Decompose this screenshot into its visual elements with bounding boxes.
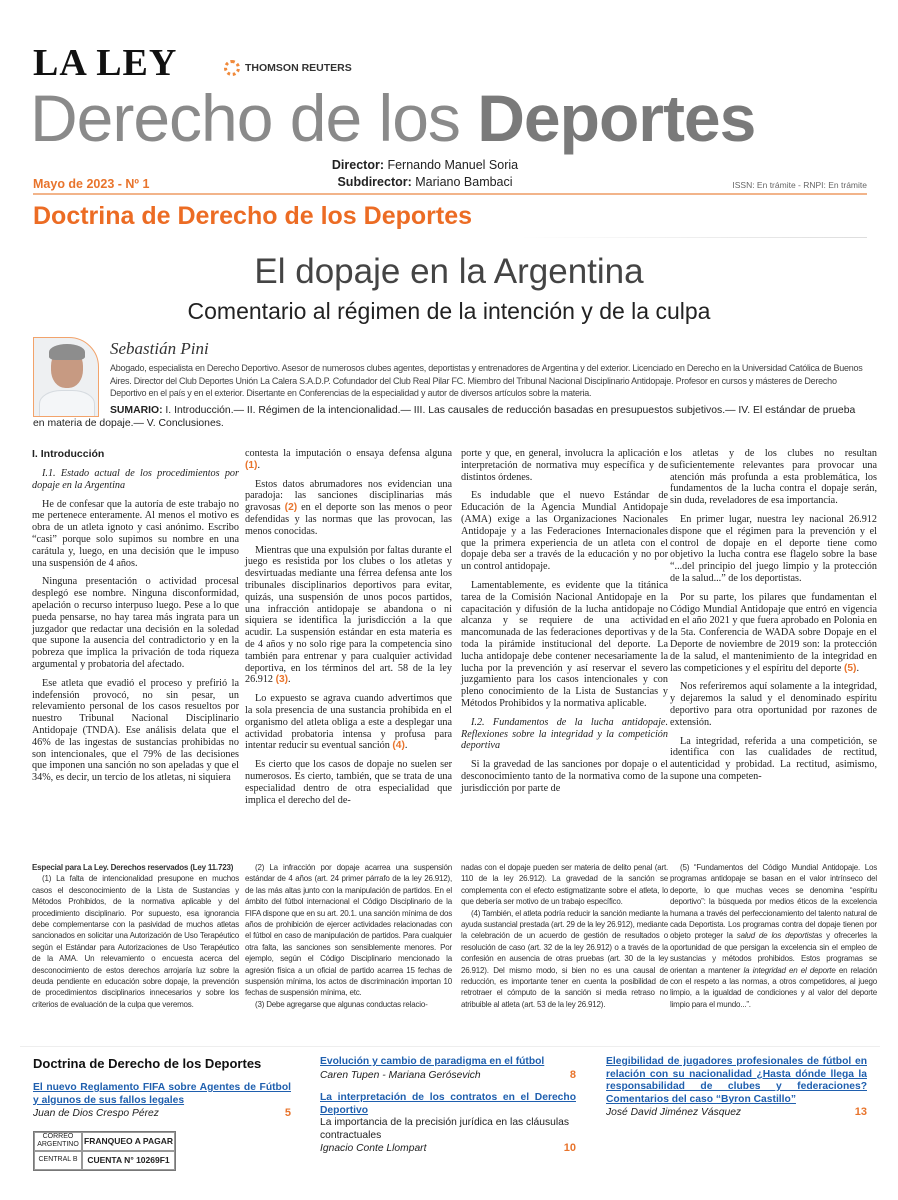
footnote-ref[interactable]: (5): [843, 662, 857, 674]
section-heading: I. Introducción: [32, 448, 105, 460]
body-column: [670, 448, 877, 790]
footnote-ref[interactable]: (3): [275, 674, 289, 686]
paragraph: Lamentablemente, es evidente que la titánica tarea de la Comisión Nacional Antidopaje en la capacitación y difusión de la lucha antidopaje no alcanza y se requiere de una actividad mancomunada de las federaciones deportivas y de toda la pirámide institucional del deporte. La lucha antidopaje debe contener necesariamente la lucha por la prevención y así reservar el severo juzgamiento para los casos intencionales y con pleno conocimiento de la Lista de Sustancias y Métodos Prohibidos y la normativa aplicable.: [461, 579, 668, 709]
article-title: El dopaje en la Argentina: [254, 252, 644, 291]
author-bio: Abogado, especialista en Derecho Deportivo. Asesor de numerosos clubes agentes, deportistas y entrenadores de Argentina y del exterior. Licenciado en Derecho en la Universidad Católica de Buenos Aires. Director del Club Deportes Unión La Calera S.A.D.P. Cofundador del Club Real Pilar FC. Miembro del Tribunal Nacional Disciplinario Antidopaje. Profesor en cursos y másteres de Derecho Deportivo en el país y en el exterior. Disertante en Conferencias de la especialidad y autor de diversos artículos sobre la materia.: [110, 363, 863, 398]
director-label: Director:: [331, 158, 384, 172]
subsection-heading: I.1. Estado actual de los procedimientos por dopaje en la Argentina: [32, 468, 239, 491]
la-ley-logo: LA LEY: [33, 42, 178, 84]
paragraph: He de confesar que la autoría de este trabajo no me pertenece enteramente. Al menos el motivo es obra de un atleta ignoto y casi anónimo. Escribo “casi” porque solo supimos su nombre en una carátula y, luego, en una decisión que le impuso una suspensión de 4 años.: [32, 498, 239, 569]
paragraph: Es cierto que los casos de dopaje no suelen ser numerosos. Es cierto, también, que se trata de una especialidad dentro de otra especialidad que implica el derecho del de-: [245, 759, 452, 806]
toc-link[interactable]: Evolución y cambio de paradigma en el fútbol: [320, 1056, 545, 1067]
thomson-reuters-logo: [224, 60, 352, 76]
thomson-reuters-icon: [224, 60, 240, 76]
section-heading: Especial para La Ley. Derechos reservados (Ley 11.723): [32, 863, 234, 872]
postal-box: [33, 1131, 176, 1171]
postal-central: CENTRAL B: [34, 1151, 82, 1170]
toc-author: Juan de Dios Crespo Pérez: [33, 1108, 159, 1119]
postal-correo: CORREO ARGENTINO: [34, 1132, 82, 1151]
paragraph: (2) La infracción por dopaje acarrea una suspensión estándar de 4 años (art. 24 primer párrafo de la ley 26.912), de las más altas junto con la manipulación de partidos. En el ámbito del fútbol internacional el Código Disciplinario de la FIFA dispone que en su art. 20.1. una sanción mínima de dos años de prohibición de ejercer actividades relacionadas con el fútbol en caso de manipulación de partidos. Para cualquier otra falta, las sanciones son sensiblemente menores. Por ejemplo, según el Código Disciplinario mencionado la agresión física a un oficial de partido acarrea 15 fechas de suspensión mínima, los actos de discriminación importan 10 fechas de suspensión mínima, etc.: [245, 863, 452, 998]
toc-author: José David Jiménez Vásquez: [606, 1107, 742, 1118]
toc-column: [320, 1056, 576, 1166]
paragraph: Ese atleta que evadió el proceso y prefirió la indefensión provocó, no sin pesar, un relevamiento personal de los casos resueltos por nuestro Tribunal Nacional Disciplinario Antidopaje (TNDA). Ese análisis delata que el 46% de las ingestas de sustancias prohibidas no son intencionales, que el 79% de las decisiones que imponen una sanción no son apeladas y que el 34%, es decir, un tercio de los atletas, ni siquiera: [32, 677, 239, 784]
paragraph: porte y que, en general, involucra la aplicación e interpretación de normativa muy específica y de distintos órdenes.: [461, 448, 668, 483]
toc-item: [320, 1056, 576, 1082]
toc-column: [33, 1056, 291, 1171]
paragraph: En primer lugar, nuestra ley nacional 26.912 dispone que el régimen para la prevención y el control de dopaje en el deporte tiene como objetivo la lucha contra ese flagelo sobre la base “...del principio del juego limpio y la protección de la salud...” de los deportistas.: [670, 513, 877, 584]
paragraph: (5) “Fundamentos del Código Mundial Antidopaje. Los programas antidopaje se basan en el valor intrínseco del deporte, lo que muchas veces se denomina “espíritu deportivo”: la búsqueda por medios éticos de la excelencia humana a través del perfeccionamiento del talento natural de cada Deportista. Los programas contra del dopaje tienen por objeto proteger la salud de los deportistas y ofrecerles la oportunidad de que persigan la excelencia sin el empleo de sustancias y métodos prohibidos. Estos programas se orientan a mantener la integridad en el deporte en relación con el respeto a las normas, a otros competidores, al juego limpio, a la igualdad de condiciones y al valor del deporte limpio para el mundo...”.: [670, 863, 877, 1009]
paragraph: los atletas y de los clubes no resultan suficientemente relevantes para provocar una atención más profunda a esta problemática, los fundamentos de la lucha contra el dopaje serán, sin duda, reveladores de esa importancia.: [670, 448, 877, 507]
toc-author: Ignacio Conte Llompart: [320, 1143, 427, 1154]
directors: [300, 157, 550, 191]
section-heading: Doctrina de Derecho de los Deportes: [33, 202, 473, 230]
title-bold: Deportes: [477, 81, 756, 155]
toc-item: [33, 1082, 291, 1121]
paragraph: nadas con el dopaje pueden ser materia de delito penal (art. 110 de la ley 26.912). La gravedad de la sanción se complementa con el efecto estigmatizante sobre el atleta, lo que debería ser motivo de un trabajo específico.: [461, 863, 668, 907]
italic-text: salud de los deportistas: [736, 931, 823, 941]
paragraph: (4) También, el atleta podría reducir la sanción mediante la ayuda sustancial prestada (art. 29 de la ley 26.912), mediante la celebración de un acuerdo de gestión de resultados o resolución de caso (art. 32 de la ley 26.912) o a través de la confesión en ausencia de otras pruebas (art. 30 de la ley 26.912). Del mismo modo, si bien no es una causal de reducción, es importante tener en cuenta la posibilidad de retrotraer el cómputo de la sanción si media retraso no atribuible al atleta (art. 53 de la ley 26.912).: [461, 908, 668, 1009]
body-column: [245, 448, 452, 813]
summary-label: SUMARIO:: [110, 404, 163, 416]
paragraph: contesta la imputación o ensaya defensa alguna (1).: [245, 448, 452, 471]
paragraph: Mientras que una expulsión por faltas durante el juego es resistida por los clubes o los atletas y desvirtuadas mediante una férrea defensa ante los tribunales disciplinarios deportivos para evitar, quizás, una suspensión de unos pocos partidos, una infracción antidopaje se abandona o ni siquiera se identifica la jurisdicción a la que acudir. La suspensión estándar en esta materia es de 4 años y no solo rige para la competencia sino también para entrenar y para cualquier actividad deportiva, en los términos del art. 58 de la ley 26.912 (3).: [245, 544, 452, 686]
divider: [33, 193, 867, 195]
toc-heading: Doctrina de Derecho de los Deportes: [33, 1056, 262, 1071]
toc-author: Caren Tupen - Mariana Gerósevich: [320, 1069, 481, 1081]
paragraph: Por su parte, los pilares que fundamentan el Código Mundial Antidopaje que entró en vigencia en el año 2021 y que fuera aprobado en Polonia en la 5ta. Conferencia de WADA sobre Dopaje en el Deporte de noviembre de 2019 son: la protección de la salud, el mantenimiento de la integridad en las competiciones y el espíritu del deporte (5).: [670, 591, 877, 674]
toc-column: [606, 1056, 867, 1130]
article-subtitle: Comentario al régimen de la intención y de la culpa: [187, 298, 711, 324]
summary: [33, 404, 869, 431]
divider: [520, 237, 867, 238]
toc-item: [606, 1056, 867, 1120]
subsection-heading: I.2. Fundamentos de la lucha antidopaje. Reflexiones sobre la integridad y la competición deportiva: [461, 716, 668, 752]
toc-item: [320, 1092, 576, 1156]
toc-link[interactable]: La interpretación de los contratos en el Derecho Deportivo: [320, 1092, 576, 1116]
paragraph: Lo expuesto se agrava cuando advertimos que la sola presencia de una sustancia prohibida en el organismo del atleta obliga a este a desplegar una actividad probatoria intensa y profusa para intentar reducir su eventual sanción (4).: [245, 693, 452, 752]
author-info: [33, 362, 869, 431]
subdirector-label: Subdirector:: [337, 175, 412, 189]
toc-link[interactable]: Elegibilidad de jugadores profesionales de fútbol en relación con su nacionalidad ¿Hasta dónde llega la responsabilidad de clubes y federaciones? Comentarios del caso “Byron Castillo”: [606, 1056, 867, 1105]
footnote-column: [245, 862, 452, 1010]
director-name: Fernando Manuel Soria: [387, 158, 519, 172]
body-column: [461, 448, 668, 802]
footnote-ref[interactable]: (1): [245, 459, 258, 471]
postal-franqueo: FRANQUEO A PAGAR: [82, 1132, 175, 1151]
paragraph: La integridad, referida a una competición, se identifica con las cualidades de rectitud, autenticidad y probidad. La rectitud, asimismo, supone una competen-: [670, 735, 877, 782]
paragraph: Estos datos abrumadores nos evidencian una paradoja: las sanciones disciplinarias más gravosas (2) en el deporte son las menos o peor defendidas y las normas que las provocan, las menos conocidas.: [245, 478, 452, 537]
footnote-column: [32, 862, 239, 1010]
paragraph: (1) La falta de intencionalidad presupone en muchos casos el desconocimiento de la Lista de Sustancias y Métodos Prohibidos, de la normativa aplicable y del procedimiento disciplinario. Por supuesto, esa ignorancia debe complementarse con la pasividad de muchos atletas sancionados en solicitar una Autorización de Uso Terapéutico según el Estándar para Autorizaciones de Uso Terapéutico de la AMA. Un relevamiento o encuesta acerca del desconocimiento de estos derechos arrojaría luz sobre la deuda pendiente en educación sobre dopaje, la prevención de procedimientos disciplinarios innecesarios y sobre los criterios de evaluación de la culpa que veremos.: [32, 874, 239, 1009]
toc-page: 10: [563, 1142, 576, 1154]
issue-date: Mayo de 2023 - Nº 1: [33, 177, 150, 191]
toc-page: 5: [284, 1107, 291, 1119]
paragraph: Es indudable que el nuevo Estándar de Educación de la Agencia Mundial Antidopaje (AMA) exige a las Organizaciones Nacionales Antidopaje y a las Federaciones Internacionales que la primera experiencia de un atleta con el dopaje deba ser a través de la educación y no por un control antidopaje.: [461, 490, 668, 573]
toc-page: 13: [854, 1106, 867, 1118]
paragraph: Nos referiremos aquí solamente a la integridad, y dejaremos la salud y el denominado espíritu deportivo para otra oportunidad por razones de extensión.: [670, 681, 877, 728]
paragraph: Si la gravedad de las sanciones por dopaje o el desconocimiento tanto de la normativa como de la jurisdicción por parte de: [461, 759, 668, 794]
toc-description: La importancia de la precisión jurídica en las cláusulas contractuales: [320, 1117, 569, 1141]
paragraph: (3) Debe agregarse que algunas conductas relacio-: [255, 999, 428, 1009]
author-name: Sebastián Pini: [110, 339, 209, 358]
partner-name: THOMSON REUTERS: [245, 62, 352, 74]
footnote-column: [670, 862, 877, 1010]
subdirector-name: Mariano Bambaci: [415, 175, 513, 189]
title-light: Derecho de los: [30, 81, 478, 155]
italic-text: la integridad en el deporte: [743, 965, 836, 975]
publication-title: [30, 82, 755, 154]
footnote-ref[interactable]: (4): [392, 740, 405, 752]
issn: ISSN: En trámite - RNPI: En trámite: [732, 180, 867, 190]
paragraph: Ninguna presentación o actividad procesal desplegó ese nombre. Ninguna disconformidad, apelación o recurso interpuso luego. Pese a lo que pueda pensarse, no hay tarea más ingrata para un juzgador que redactar una decisión en la soledad que supone la ausencia del contradictorio y en la pobreza que implica la privación de toda riqueza argumental y probatoria del afectado.: [32, 576, 239, 670]
postal-cuenta: CUENTA N° 10269F1: [82, 1151, 175, 1170]
summary-text: I. Introducción.— II. Régimen de la intencionalidad.— III. Las causales de reducción basadas en presupuestos subjetivos.— IV. El estándar de prueba en materia de dopaje.— V. Conclusiones.: [33, 404, 856, 429]
footnote-ref[interactable]: (2): [284, 502, 298, 514]
toc-page: 8: [569, 1068, 576, 1081]
footnote-column: [461, 862, 668, 1010]
divider: [20, 1046, 880, 1047]
toc-link[interactable]: El nuevo Reglamento FIFA sobre Agentes de Fútbol y algunos de sus fallos legales: [33, 1082, 291, 1106]
body-column: [32, 448, 239, 791]
